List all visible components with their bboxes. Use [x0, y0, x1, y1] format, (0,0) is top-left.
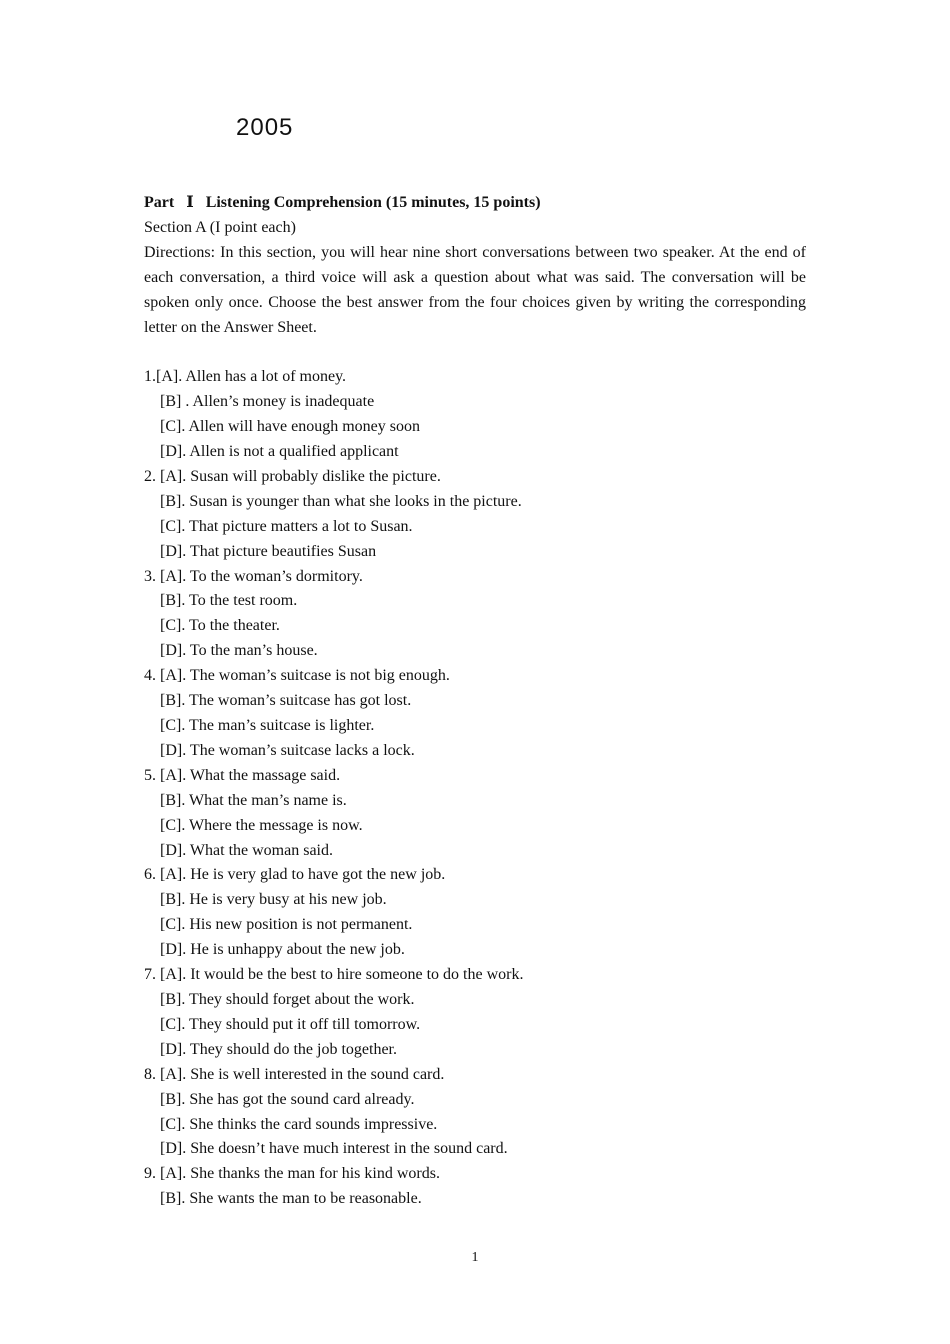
- option-2b: [B]. Susan is younger than what she looks in the picture.: [160, 492, 522, 510]
- option-8c: [C]. She thinks the card sounds impressive.: [160, 1115, 438, 1133]
- directions-paragraph: Directions: In this section, you will hear nine short conversations between two speaker. At the end of each conversation, a third voice will ask a question about what was said. The conversation will be spoken only once. Choose the best answer from the four choices given by writing the corresponding letter on the Answer Sheet.: [144, 243, 806, 336]
- question-9: [144, 1162, 806, 1212]
- option-5c: [C]. Where the message is now.: [160, 816, 363, 834]
- option-9a: 9. [A]. She thanks the man for his kind words.: [144, 1165, 440, 1183]
- option-9b: [B]. She wants the man to be reasonable.: [160, 1190, 422, 1208]
- option-3c: [C]. To the theater.: [160, 617, 280, 635]
- option-4b: [B]. The woman’s suitcase has got lost.: [160, 692, 412, 710]
- question-2: [144, 465, 806, 565]
- question-1: [144, 365, 806, 465]
- option-2a: 2. [A]. Susan will probably dislike the picture.: [144, 467, 441, 485]
- option-6a: 6. [A]. He is very glad to have got the new job.: [144, 866, 446, 884]
- document-body: [144, 191, 806, 1212]
- question-6: [144, 863, 806, 963]
- option-1a: 1.[A]. Allen has a lot of money.: [144, 368, 347, 386]
- option-5d: [D]. What the woman said.: [160, 841, 333, 859]
- option-8d: [D]. She doesn’t have much interest in the sound card.: [160, 1140, 508, 1158]
- option-3a: 3. [A]. To the woman’s dormitory.: [144, 567, 363, 585]
- option-3b: [B]. To the test room.: [160, 592, 298, 610]
- option-8b: [B]. She has got the sound card already.: [160, 1090, 415, 1108]
- section-title: Section A (I point each): [144, 218, 296, 236]
- option-7d: [D]. They should do the job together.: [160, 1040, 397, 1058]
- spacer: [144, 340, 806, 365]
- option-8a: 8. [A]. She is well interested in the sound card.: [144, 1065, 445, 1083]
- question-4: [144, 664, 806, 764]
- option-2c: [C]. That picture matters a lot to Susan.: [160, 517, 413, 535]
- option-6c: [C]. His new position is not permanent.: [160, 916, 413, 934]
- option-7c: [C]. They should put it off till tomorrow.: [160, 1015, 421, 1033]
- option-4a: 4. [A]. The woman’s suitcase is not big enough.: [144, 667, 450, 685]
- option-2d: [D]. That picture beautifies Susan: [160, 542, 377, 560]
- question-8: [144, 1063, 806, 1163]
- question-list: [144, 365, 806, 1212]
- question-3: [144, 565, 806, 665]
- option-3d: [D]. To the man’s house.: [160, 642, 318, 660]
- question-5: [144, 764, 806, 864]
- option-1b: [B] . Allen’s money is inadequate: [160, 393, 375, 411]
- part-heading: Part Ⅰ Listening Comprehension (15 minutes, 15 points): [144, 194, 541, 211]
- option-5a: 5. [A]. What the massage said.: [144, 766, 341, 784]
- option-1d: [D]. Allen is not a qualified applicant: [160, 443, 399, 461]
- option-1c: [C]. Allen will have enough money soon: [160, 418, 420, 436]
- option-6d: [D]. He is unhappy about the new job.: [160, 941, 405, 959]
- option-4d: [D]. The woman’s suitcase lacks a lock.: [160, 741, 415, 759]
- option-7a: 7. [A]. It would be the best to hire someone to do the work.: [144, 966, 524, 984]
- option-6b: [B]. He is very busy at his new job.: [160, 891, 387, 909]
- page-number: 1: [471, 1250, 479, 1265]
- option-4c: [C]. The man’s suitcase is lighter.: [160, 717, 375, 735]
- option-5b: [B]. What the man’s name is.: [160, 791, 347, 809]
- question-7: [144, 963, 806, 1063]
- option-7b: [B]. They should forget about the work.: [160, 990, 415, 1008]
- page-title-year: 2005: [236, 114, 294, 141]
